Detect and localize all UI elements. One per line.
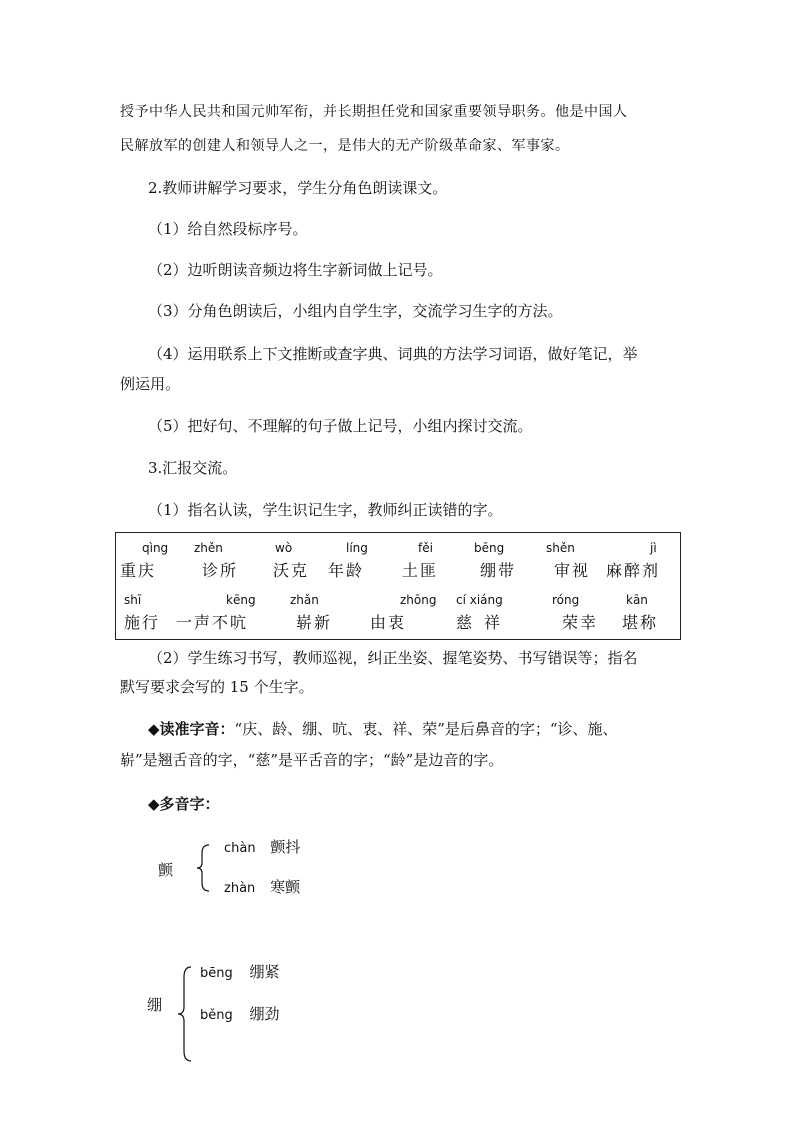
hanzi-word: 土匪 (402, 561, 439, 580)
intro-line-2: 民解放军的创建人和领导人之一，是伟大的无产阶级革命家、军事家。 (120, 138, 570, 154)
reading-pinyin: bēng (200, 966, 233, 981)
hanzi-word: 审视 (554, 561, 591, 580)
pinyin-text: kān (626, 593, 648, 607)
hanzi-word: 绷带 (480, 561, 517, 580)
hanzi-word: 施行 (124, 613, 161, 632)
step3-heading: 3.汇报交流。 (148, 459, 238, 477)
hanzi-word: 重庆 (120, 561, 157, 580)
polyphone-char: 颤 (158, 861, 174, 879)
step2-heading: 2.教师讲解学习要求，学生分角色朗读课文。 (148, 179, 448, 197)
pronunciation-line-2: 崭”是翘舌音的字，“慈”是平舌音的字；“龄”是边音的字。 (120, 751, 504, 769)
reading-word: 寒颤 (270, 878, 301, 896)
pinyin-text: shěn (546, 541, 575, 555)
step2-item-4: （4）运用联系上下文推断或查字典、词典的方法学习词语，做好笔记，举 (148, 345, 638, 363)
pinyin-text: kēng (226, 593, 256, 607)
hanzi-word: 堪称 (622, 613, 659, 632)
step2-item-5: （5）把好句、不理解的句子做上记号，小组内探讨交流。 (148, 417, 533, 435)
pinyin-text: zhěn (194, 541, 223, 555)
step3-item-2-cont: 默写要求会写的 15 个生字。 (120, 678, 314, 696)
pinyin-text: bēng (474, 541, 505, 555)
polyphone-reading (224, 876, 300, 897)
pinyin-text: wò (275, 541, 293, 555)
step3-item-1: （1）指名认读，学生识记生字，教师纠正读错的字。 (148, 501, 503, 519)
polyphone-reading (200, 961, 280, 982)
pinyin-text: qìng (142, 541, 169, 555)
polyphone-reading (200, 1003, 280, 1024)
brace-icon (176, 965, 194, 1063)
pinyin-text: jì (650, 541, 657, 555)
hanzi-word: 诊所 (202, 561, 239, 580)
reading-pinyin: běng (200, 1008, 233, 1023)
hanzi-word: 一声不吭 (176, 613, 249, 632)
polyphone-reading (224, 836, 300, 857)
step2-item-3: （3）分角色朗读后，小组内自学生字，交流学习生字的方法。 (148, 302, 563, 320)
step2-item-2: （2）边听朗读音频边将生字新词做上记号。 (148, 261, 443, 279)
reading-pinyin: chàn (224, 841, 256, 856)
hanzi-word: 荣幸 (562, 613, 599, 632)
pinyin-table (115, 532, 681, 640)
pinyin-text: shī (124, 593, 142, 607)
hanzi-word: 年龄 (328, 561, 365, 580)
pinyin-text: cí xiáng (456, 593, 503, 607)
intro-line-1: 授予中华人民共和国元帅军衔，并长期担任党和国家重要领导职务。他是中国人 (120, 104, 628, 120)
step2-item-1: （1）给自然段标序号。 (148, 220, 308, 238)
reading-word: 绷劲 (249, 1005, 280, 1023)
step3-item-2: （2）学生练习书写，教师巡视，纠正坐姿、握笔姿势、书写错误等；指名 (148, 649, 638, 667)
pronunciation-text: “庆、龄、绷、吭、衷、祥、荣”是后鼻音的字；“诊、施、 (234, 720, 618, 738)
hanzi-word: 沃克 (273, 561, 310, 580)
hanzi-word: 崭新 (296, 613, 333, 632)
pinyin-text: zhǎn (290, 593, 319, 607)
pinyin-text: líng (346, 541, 368, 555)
hanzi-word: 麻醉剂 (606, 561, 661, 580)
brace-icon (196, 843, 212, 893)
reading-word: 绷紧 (249, 963, 280, 981)
pinyin-text: zhōng (400, 593, 437, 607)
polyphone-label: ◆多音字： (148, 795, 220, 813)
hanzi-word: 慈祥 (456, 613, 513, 632)
polyphone-char: 绷 (147, 996, 163, 1014)
reading-word: 颤抖 (270, 838, 301, 856)
pronunciation-label: ◆读准字音： (148, 720, 235, 738)
pinyin-text: róng (552, 593, 580, 607)
pronunciation-line-1 (148, 719, 618, 739)
hanzi-word: 由衷 (370, 613, 407, 632)
step2-item-4-cont: 例运用。 (120, 375, 181, 393)
reading-pinyin: zhàn (224, 881, 256, 896)
pinyin-text: fěi (418, 541, 433, 555)
